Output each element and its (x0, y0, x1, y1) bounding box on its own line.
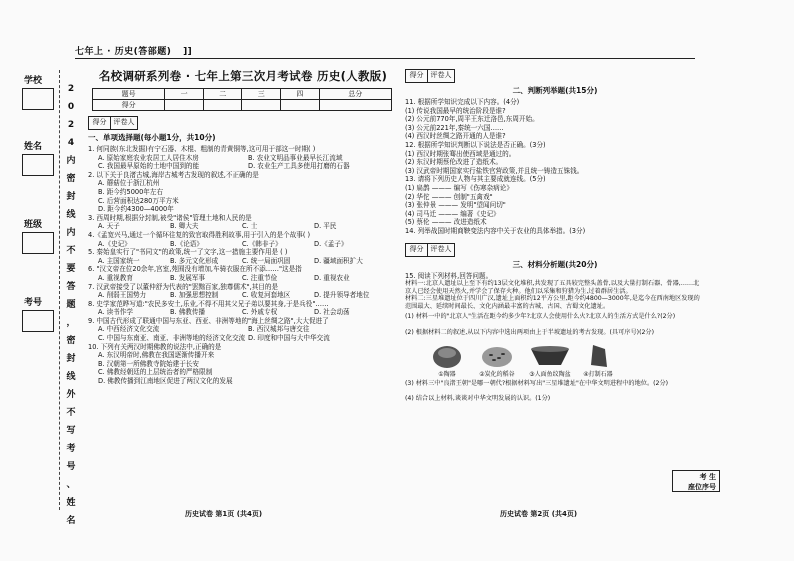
stone-tool-icon (583, 343, 613, 369)
question-stem: 3. 西周时期,根据分封制,被受"诸侯"管理土地和人民的是 (88, 213, 252, 222)
answer-option[interactable]: D. 佛教传播到江南地区促进了两汉文化的发展 (98, 377, 233, 386)
answer-option[interactable]: B. 农业文明品事业最早长江流域 (248, 153, 343, 162)
rice-grain-icon (477, 343, 517, 369)
part2-item: 14. 列举战国时期商鞅变法内容中关于农业的具体举措。(3分) (405, 226, 586, 235)
seal-char: 线 (66, 372, 76, 382)
q15-intro: 15. 阅读下列材料,回答问题。 (405, 271, 493, 280)
answer-option[interactable]: A. 重视教育 (98, 273, 133, 282)
pottery-icon (427, 343, 467, 369)
running-title: 七年上 · 历史(答部题) ]] (75, 47, 193, 57)
seal-char: 线 (66, 210, 76, 220)
school-field[interactable] (22, 88, 54, 110)
answer-option[interactable]: C. 后营面积达280万平方米 (98, 196, 179, 205)
part2-item: (5) 蔡伦 ——— 改进造纸术 (405, 218, 487, 227)
option-row (88, 257, 398, 266)
question-list (88, 145, 398, 386)
answer-option[interactable]: D. 印度和中国与大中华交流 (248, 334, 330, 343)
seal-char: 2 (67, 120, 75, 130)
seal-char: 考 (66, 444, 76, 454)
question-stem: 2. 以下关于良渚古城,海岸古城考古发现的叙述,不正确的是 (88, 170, 259, 179)
part2-item: (1) 西汉时期张骞出使西域是通过的。 (405, 149, 516, 158)
seal-char: 内 (66, 156, 76, 166)
grader-box: 得分 评卷人 (405, 243, 455, 257)
page-2-footer: 历史试卷 第2页 (共4页) (500, 510, 578, 518)
answer-option[interactable]: C. 收复河套地区 (242, 291, 291, 300)
part2-item: (1) 传说我国最早的统治阶段是谁? (405, 106, 506, 115)
part2-item: (3) 公元前221年,秦统一六国…… (405, 123, 504, 132)
part3-heading: 三、材料分析题(共20分) (512, 259, 598, 269)
q15-sub3: (3) 材料三中"良渚王朝"是哪一朝代?根据材料写出"三星堆遗址"在中华文明进程中的地位。(2分) (405, 379, 669, 387)
score-header: 一 (165, 89, 204, 100)
part2-item: (3) 张仲景 ——— 发明"望闻问切" (405, 201, 506, 210)
material-1: 材料一:北京人遗址以上至下有约13层文化堆积,共发现了五具较完整头盖骨,以及大量打制石器、骨器,……北京人已经会使用天然火,并学会了保存火种。他们以采集和狩猎为生,过着群居生活。 (405, 280, 700, 295)
part2-item: (3) 汉武帝时期国家实行盐铁官营政策,并且统一铸造五铢钱。 (405, 166, 584, 175)
part2-item: 12. 根据所学知识判断以下说法是否正确。(3分) (405, 140, 546, 149)
part2-item: (2) 东汉时期蔡伦改进了造纸术。 (405, 158, 503, 167)
answer-option[interactable]: D. 社会动荡 (314, 308, 350, 317)
answer-option[interactable]: A. 主国家统一 (98, 256, 140, 265)
answer-option[interactable]: D. 提升领导者地位 (314, 291, 370, 300)
answer-option[interactable]: B. 距今约5000年左右 (98, 187, 164, 196)
page-1-footer: 历史试卷 第1页 (共4页) (185, 510, 263, 518)
grader-box: 得分 评卷人 (405, 69, 455, 83)
seal-char: 4 (67, 138, 75, 148)
score-cell[interactable] (242, 100, 281, 111)
school-label: 学校 (24, 76, 43, 86)
answer-option[interactable]: A. 天子 (98, 222, 120, 231)
question-stem: 7. 汉武帝接受了以董仲舒为代表的"罢黜百家,独尊儒术",其目的是 (88, 282, 279, 291)
question-stem: 1. 何同族(东北发掘)有宁石器、木棍、粗制的青黄铜等,这可用于部这一时期( ) (88, 145, 316, 153)
question-stem: 10. 下列有关两汉时期佛教的说法中,正确的是 (88, 342, 222, 351)
answer-option[interactable]: A. 中西经济文化交流 (98, 325, 160, 334)
answer-option[interactable]: B. 加强思想控制 (170, 291, 219, 300)
option-row (88, 291, 398, 300)
answer-option[interactable]: C. 我国最早原始的土地中国到的能 (98, 162, 200, 171)
seal-char: 、 (66, 480, 76, 490)
option-row (88, 274, 398, 283)
part1-heading: 一、单项选择题(每小题1分，共10分) (88, 133, 216, 142)
seal-char: 答 (66, 282, 76, 292)
part2-item: (4) 司马迁 ——— 编著《史记》 (405, 209, 500, 218)
option-row (88, 240, 398, 249)
q15-sub4: (4) 结合以上材料,谈谈对中华文明发展的认识。(1分) (405, 395, 551, 403)
answer-option[interactable]: A. 读书作学 (98, 308, 133, 317)
answer-option[interactable]: B.《论语》 (170, 239, 203, 248)
answer-option[interactable]: D. 距今约4300—4000年 (98, 205, 174, 214)
answer-option[interactable]: D. 农业生产工具多使用打磨的石器 (248, 162, 350, 171)
score-row-label: 得分 (93, 100, 165, 111)
figure-item: ②炭化的稻谷 (477, 343, 517, 378)
exam-number-label: 考号 (24, 298, 43, 308)
part2-item: (1) 扁鹊 ——— 编写《伤寒杂病论》 (405, 183, 513, 192)
score-header: 题号 (93, 89, 165, 100)
seal-char: 要 (66, 264, 76, 274)
answer-option[interactable]: B. 汉朝第一所佛教寺院始建于长安 (98, 359, 200, 368)
answer-option[interactable]: B. 卿大夫 (170, 222, 199, 231)
part2-item: (4) 西汉时丝绸之路开通的人是谁? (405, 132, 506, 141)
answer-option[interactable]: C. 士 (242, 222, 258, 231)
answer-option[interactable]: A. 蘑菇位于浙江杭州 (98, 179, 160, 188)
figure-item: ④打制石器 (583, 343, 613, 378)
score-header: 三 (242, 89, 281, 100)
question-stem: 6. "汉文帝在位20余年,宫室,苑囿没有增加,车骑衣服在所不添……"这是指 (88, 265, 302, 274)
answer-option[interactable]: A.《史记》 (98, 239, 131, 248)
score-table (92, 88, 392, 111)
seal-char: 不 (66, 246, 76, 256)
question-stem: 9. 中国古代形成了联通中国与东亚、西亚、非洲等地的"海上丝绸之路",大大促进了 (88, 316, 329, 325)
seal-char: 封 (66, 354, 76, 364)
seal-char: 外 (66, 390, 76, 400)
part2-item: (2) 华佗 ——— 创制"五禽戏" (405, 192, 493, 201)
question-stem: 5. 秦始皇实行了"书同文"的政策,统一了文字,这一措施主要作用是 ( ) (88, 248, 288, 257)
seal-char: 0 (67, 102, 75, 112)
grader-box: 得分 评卷人 (88, 116, 138, 130)
answer-option[interactable]: C. 注重节俭 (242, 273, 278, 282)
exam-title: 名校调研系列卷 · 七年上第三次月考试卷 历史(人教版) (98, 69, 388, 83)
answer-option[interactable]: C. 佛教经朝廷的上层统治者的严格限制 (98, 368, 213, 377)
top-rule (75, 58, 695, 59)
seal-notice (64, 80, 78, 530)
answer-option[interactable]: B. 多元文化形成 (170, 256, 219, 265)
page-1 (88, 62, 398, 386)
seal-char: 密 (66, 174, 76, 184)
q15-sub2: (2) 根据材料二的叙述,从以下内容中选出两项由上于半坡遗址的考古发现。(具可序号)(2分) (405, 329, 655, 337)
score-cell[interactable] (319, 100, 391, 111)
answer-option[interactable]: C.《韩非子》 (242, 239, 282, 248)
artifact-figures (427, 343, 705, 378)
answer-option[interactable]: B. 佛教传播 (170, 308, 206, 317)
figure-item: ③人面鱼纹陶盆 (527, 343, 573, 378)
score-header: 总分 (319, 89, 391, 100)
seal-char: 题 (66, 300, 76, 310)
seal-char: 名 (66, 516, 76, 526)
fish-basin-icon (527, 343, 573, 369)
option-row (88, 334, 398, 343)
answer-option[interactable]: C. 中国与东南亚、南亚、非洲等地的经济文化交流 (98, 334, 246, 343)
score-header: 四 (281, 89, 320, 100)
binding-strip (18, 70, 80, 526)
option-row (88, 325, 398, 334)
answer-option[interactable]: A. 削弱王国势力 (98, 291, 147, 300)
seal-char: 不 (66, 408, 76, 418)
material-2: 材料二:三星堆遗址位于四川广汉,遗址上面积约12平方公里,距今约4800—3000年,是迄今在西南地区发现的范围最大、延续时间最长、文化内涵最丰富的古城、古国、古蜀文化遗址。 (405, 295, 700, 310)
score-cell[interactable] (281, 100, 320, 111)
name-label: 姓名 (24, 142, 43, 152)
part2-item: 13. 请将下列历史人物与其主要成就连线。(5分) (405, 175, 546, 184)
seal-char: ， (66, 318, 76, 328)
answer-option[interactable]: C. 外戚专权 (242, 308, 278, 317)
seat-number-box[interactable]: 考 生 座位序号 (672, 470, 720, 492)
seal-char: 姓 (66, 498, 76, 508)
score-header: 二 (203, 89, 242, 100)
score-cell[interactable] (203, 100, 242, 111)
question-stem: 4.《孟宽兴马,通过一个循环往复的致官取得胜利故事,用于引入的是个故事( ) (88, 230, 311, 239)
seal-char: 号 (66, 462, 76, 472)
class-label: 班级 (24, 220, 43, 230)
answer-option[interactable]: B. 发展军事 (170, 273, 206, 282)
seal-char: 密 (66, 336, 76, 346)
seal-char: 写 (66, 426, 76, 436)
seal-char: 内 (66, 228, 76, 238)
option-row (88, 222, 398, 231)
question-stem: 8. 史学家范晔写道:"农民多安土,乐业,不得不用其父兄子弟以要其身,于是兵役"…… (88, 299, 329, 308)
exam-number-field[interactable] (22, 310, 54, 332)
answer-option[interactable]: D. 平民 (314, 222, 337, 231)
page-2 (405, 62, 705, 403)
score-cell[interactable] (165, 100, 204, 111)
answer-option[interactable]: D. 疆域面积扩大 (314, 256, 363, 265)
answer-option[interactable]: D.《孟子》 (314, 239, 348, 248)
name-field[interactable] (22, 154, 54, 176)
part2-item: (2) 公元前770年,周平王东迁洛邑,东周开始。 (405, 115, 539, 124)
answer-option[interactable]: A. 东汉明帝时,佛教在我国逐渐传播开来 (98, 351, 215, 360)
option-row (88, 162, 398, 171)
answer-option[interactable]: B. 西汉城邦与唐交往 (248, 325, 310, 334)
page-mark: ]] (183, 47, 193, 57)
part2-heading: 二、判断列举题(共15分) (512, 86, 598, 95)
class-field[interactable] (22, 232, 54, 254)
answer-option[interactable]: C. 统一局面巩固 (242, 256, 291, 265)
answer-option[interactable]: D. 重视农业 (314, 273, 350, 282)
part2-list (405, 98, 705, 236)
seal-char: 2 (67, 84, 75, 94)
option-row (88, 308, 398, 317)
part2-item: 11. 根据所学知识完成以下内容。(4分) (405, 98, 520, 106)
seal-line (59, 70, 60, 510)
option-row (88, 154, 398, 163)
seal-char: 封 (66, 192, 76, 202)
answer-option[interactable]: A. 原始家庭农业农居工人居住木房 (98, 153, 199, 162)
figure-item: ①陶器 (427, 343, 467, 378)
q15-sub1: (1) 材料一中的"北京人"生活在距今约多少年?北京人会使用什么火?北京人的生活方式是什么?(2分) (405, 313, 676, 321)
